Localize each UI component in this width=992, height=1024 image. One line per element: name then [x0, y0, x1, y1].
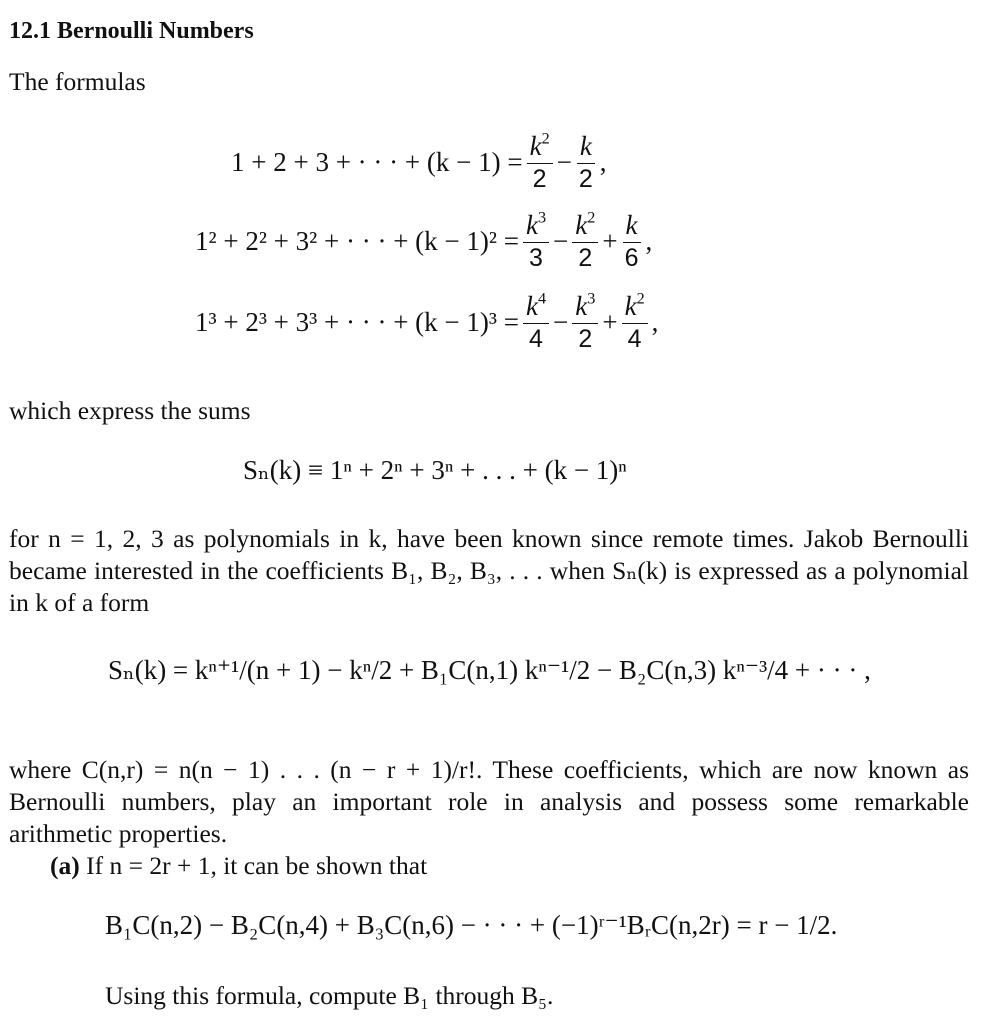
sum-formula-2-lhs: 1² + 2² + 3² + · · · + (k − 1)² =	[195, 226, 519, 256]
sum-formula-1-rhs: $\frac{k^2}{2}$ − $\frac{k}{2}$ ,	[523, 133, 607, 192]
sn-definition: Sₙ(k) ≡ 1ⁿ + 2ⁿ + 3ⁿ + . . . + (k − 1)ⁿ	[243, 455, 627, 485]
part-a	[50, 850, 427, 882]
sum-formula-2	[195, 208, 653, 272]
sum-formula-3-lhs: 1³ + 2³ + 3³ + · · · + (k − 1)³ =	[195, 307, 519, 337]
paragraph-2-text: where C(n,r) = n(n − 1) . . . (n − r + 1)/r!. These coefficients, which are now known as Bernoulli numbers, play an important role in analysis and possess some remarkable arithmetic properties.	[9, 755, 969, 848]
sum-formula-1-lhs: 1 + 2 + 3 + · · · + (k − 1) =	[231, 147, 523, 177]
express-text: which express the sums	[9, 396, 251, 425]
identity-formula: B₁C(n,2) − B₂C(n,4) + B₃C(n,6) − · · · + (−1)ʳ⁻¹BᵣC(n,2r) = r − 1/2.	[105, 910, 838, 940]
sum-formula-1	[231, 129, 607, 193]
paragraph-1: for n = 1, 2, 3 as polynomials in k, have been known since remote times. Jakob Bernoulli became interested in the coefficients B₁, B₂, B₃, . . . when Sₙ(k) is expressed as a polynomial in k of a form	[9, 524, 969, 617]
section-heading	[9, 18, 254, 45]
sum-formula-3-rhs: $\frac{k^4}{4}$ − $\frac{k^3}{2}$ + $\frac{k^2}{4}$ ,	[519, 293, 658, 352]
paragraph-2	[9, 754, 969, 850]
polynomial-form: Sₙ(k) = kⁿ⁺¹/(n + 1) − kⁿ/2 + B₁C(n,1) kⁿ⁻¹/2 − B₂C(n,3) kⁿ⁻³/4 + · · · ,	[108, 655, 871, 685]
sum-formula-2-rhs: $\frac{k^3}{3}$ − $\frac{k^2}{2}$ + $\frac{k}{6}$ ,	[519, 212, 652, 271]
part-a-label: (a)	[50, 851, 80, 880]
intro-text: The formulas	[9, 67, 146, 96]
part-a-text: If n = 2r + 1, it can be shown that	[86, 851, 428, 880]
section-title: Bernoulli Numbers	[57, 18, 254, 44]
section-number: 12.1	[9, 18, 51, 44]
sum-formula-3	[195, 289, 659, 353]
final-instruction: Using this formula, compute B₁ through B₅.	[105, 981, 554, 1010]
